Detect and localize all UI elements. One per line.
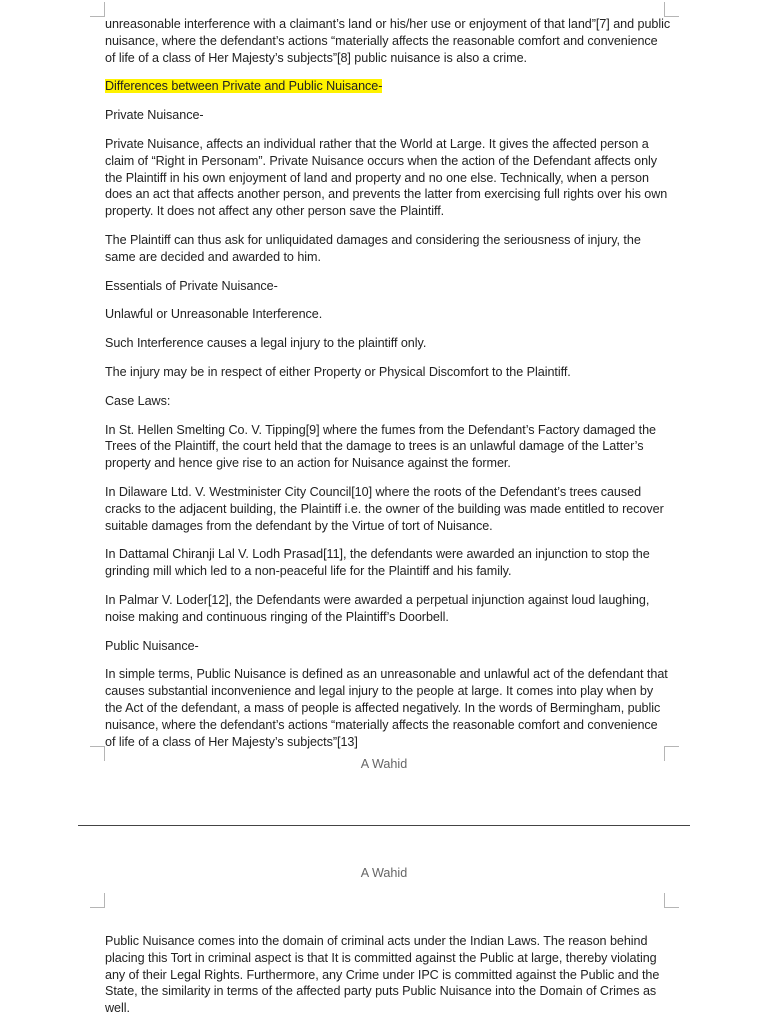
body-paragraph: Public Nuisance comes into the domain of criminal acts under the Indian Laws. The reason behind placing this Tort in criminal aspect is that It is committed against the Public at large, thereby violating any of their Legal Rights. Furthermore, any Crime under IPC is committed against the Public and the State, the similarity in terms of the affected party puts Public Nuisance into the Domain of Crimes as well. (105, 934, 660, 1016)
case-law-paragraph: In Dilaware Ltd. V. Westminister City Council[10] where the roots of the Defendant’s trees caused cracks to the adjacent building, the Plaintiff i.e. the owner of the building was made entitled to recover suitable damages from the defendant by the Virtue of tort of Nuisance. (105, 484, 664, 533)
list-line: Unlawful or Unreasonable Interference. (105, 307, 323, 322)
document-page-2 (0, 826, 768, 1024)
case-law-paragraph: In St. Hellen Smelting Co. V. Tipping[9] where the fumes from the Defendant’s Factory damaged the Trees of the Plaintiff, the court held that the damage to trees is an unlawful damage of the Latter’s property and hence give rise to an action for Nuisance against the former. (105, 422, 656, 471)
margin-corner-top-right (664, 2, 679, 17)
body-paragraph: In simple terms, Public Nuisance is defined as an unreasonable and unlawful act of the defendant that causes substantial inconvenience and legal injury to the people at large. It comes into play when by the Act of the defendant, a mass of people is affected negatively. In the words of Bermingham, public nuisance, where the defendant’s actions “materially affects the reasonable comfort and convenience of life of a class of Her Majesty’s subjects”[13] (105, 667, 668, 749)
page-1-body (105, 16, 671, 762)
page-header: A Wahid (360, 866, 408, 880)
case-law-paragraph: In Palmar V. Loder[12], the Defendants were awarded a perpetual injunction against loud laughing, noise making and continuous ringing of the Plaintiff’s Doorbell. (105, 592, 650, 624)
highlight-span: Differences between Private and Public Nuisance- (105, 79, 383, 94)
margin-corner-top-right (664, 893, 679, 908)
page-2-body (105, 933, 671, 1029)
case-law-paragraph: In Dattamal Chiranji Lal V. Lodh Prasad[11], the defendants were awarded an injunction to stop the grinding mill which led to a non-peaceful life for the Plaintiff and his family. (105, 547, 650, 579)
margin-corner-top-left (90, 2, 105, 17)
subheading-private-nuisance: Private Nuisance- (105, 108, 204, 123)
subheading-public-nuisance: Public Nuisance- (105, 638, 199, 653)
page-footer: A Wahid (360, 757, 408, 771)
body-paragraph: Private Nuisance, affects an individual rather that the World at Large. It gives the affected person a claim of “Right in Personam”. Private Nuisance occurs when the action of the Defendant affects only the Plaintiff in his own enjoyment of land and property and no one else. Technically, when a person does an act that affects another person, and prevents the latter from exercising full rights over his own property. It does not affect any other person save the Plaintiff. (105, 136, 668, 219)
section-heading-highlighted (105, 78, 671, 95)
list-line: The injury may be in respect of either Property or Physical Discomfort to the Plaintiff. (105, 364, 571, 379)
body-paragraph: The Plaintiff can thus ask for unliquidated damages and considering the seriousness of injury, the same are decided and awarded to him. (105, 232, 641, 264)
subheading-case-laws: Case Laws: (105, 393, 171, 408)
list-line: Such Interference causes a legal injury to the plaintiff only. (105, 336, 427, 351)
subheading-essentials: Essentials of Private Nuisance- (105, 278, 278, 293)
body-paragraph: unreasonable interference with a claimant’s land or his/her use or enjoyment of that land”[7] and public nuisance, where the defendant’s actions “materially affects the reasonable comfort and convenience of life of a class of Her Majesty’s subjects”[8] public nuisance is also a crime. (105, 17, 671, 65)
margin-corner-top-left (90, 893, 105, 908)
